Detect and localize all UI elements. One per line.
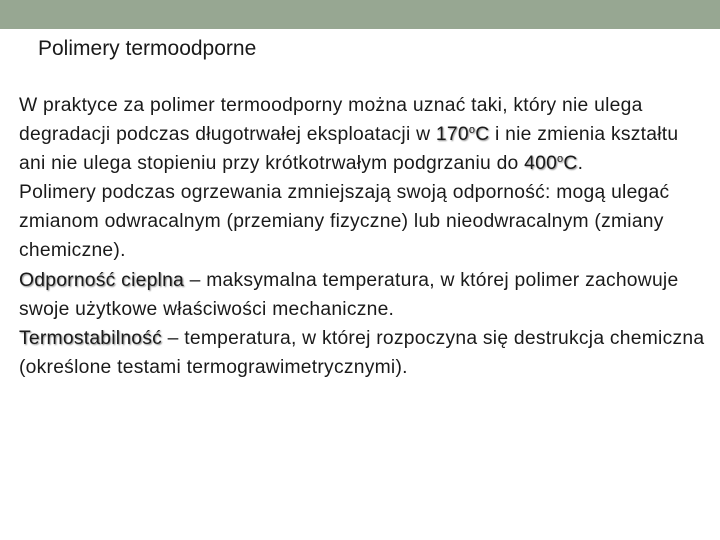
paragraph-heat-resistance: [19, 266, 709, 324]
temperature-400: [524, 153, 577, 174]
degree-mark: o: [557, 153, 564, 166]
slide-title: Polimery termoodporne: [38, 37, 257, 60]
term-heat-resistance: Odporność cieplna: [19, 269, 185, 291]
slide-body: [19, 91, 709, 382]
definition-text: – maksymalna temperatura, w której polimer zachowuje swoje użytkowe właściwości mechaniczne.: [19, 269, 679, 320]
header-band: [0, 0, 720, 29]
paragraph-text: i nie zmienia kształtu ani nie ulega stopieniu przy krótkotrwałym podgrzaniu do: [19, 124, 679, 175]
degree-mark: o: [468, 124, 476, 137]
paragraph-heating: Polimery podczas ogrzewania zmniejszają swoją odporność: mogą ulegać zmianom odwracalnym (przemiany fizyczne) lub nieodwracalnym (zmiany chemiczne).: [19, 182, 670, 262]
definition-text: – temperatura, w której rozpoczyna się destrukcja chemiczna (określone testami termograwimetrycznymi).: [19, 327, 705, 378]
temperature-value: 170: [435, 124, 469, 146]
paragraph-thermostability: [19, 324, 709, 382]
term-thermostability: Termostabilność: [19, 327, 163, 349]
temperature-170: [436, 124, 489, 145]
paragraph-text: .: [577, 153, 584, 175]
temperature-value: 400: [524, 153, 558, 175]
paragraph-definition: [19, 91, 709, 178]
temperature-unit: C: [475, 124, 490, 146]
temperature-unit: C: [563, 153, 578, 175]
paragraph-text: W praktyce za polimer termoodporny można uznać taki, który nie ulega degradacji podczas długotrwałej eksploatacji w: [19, 95, 643, 146]
